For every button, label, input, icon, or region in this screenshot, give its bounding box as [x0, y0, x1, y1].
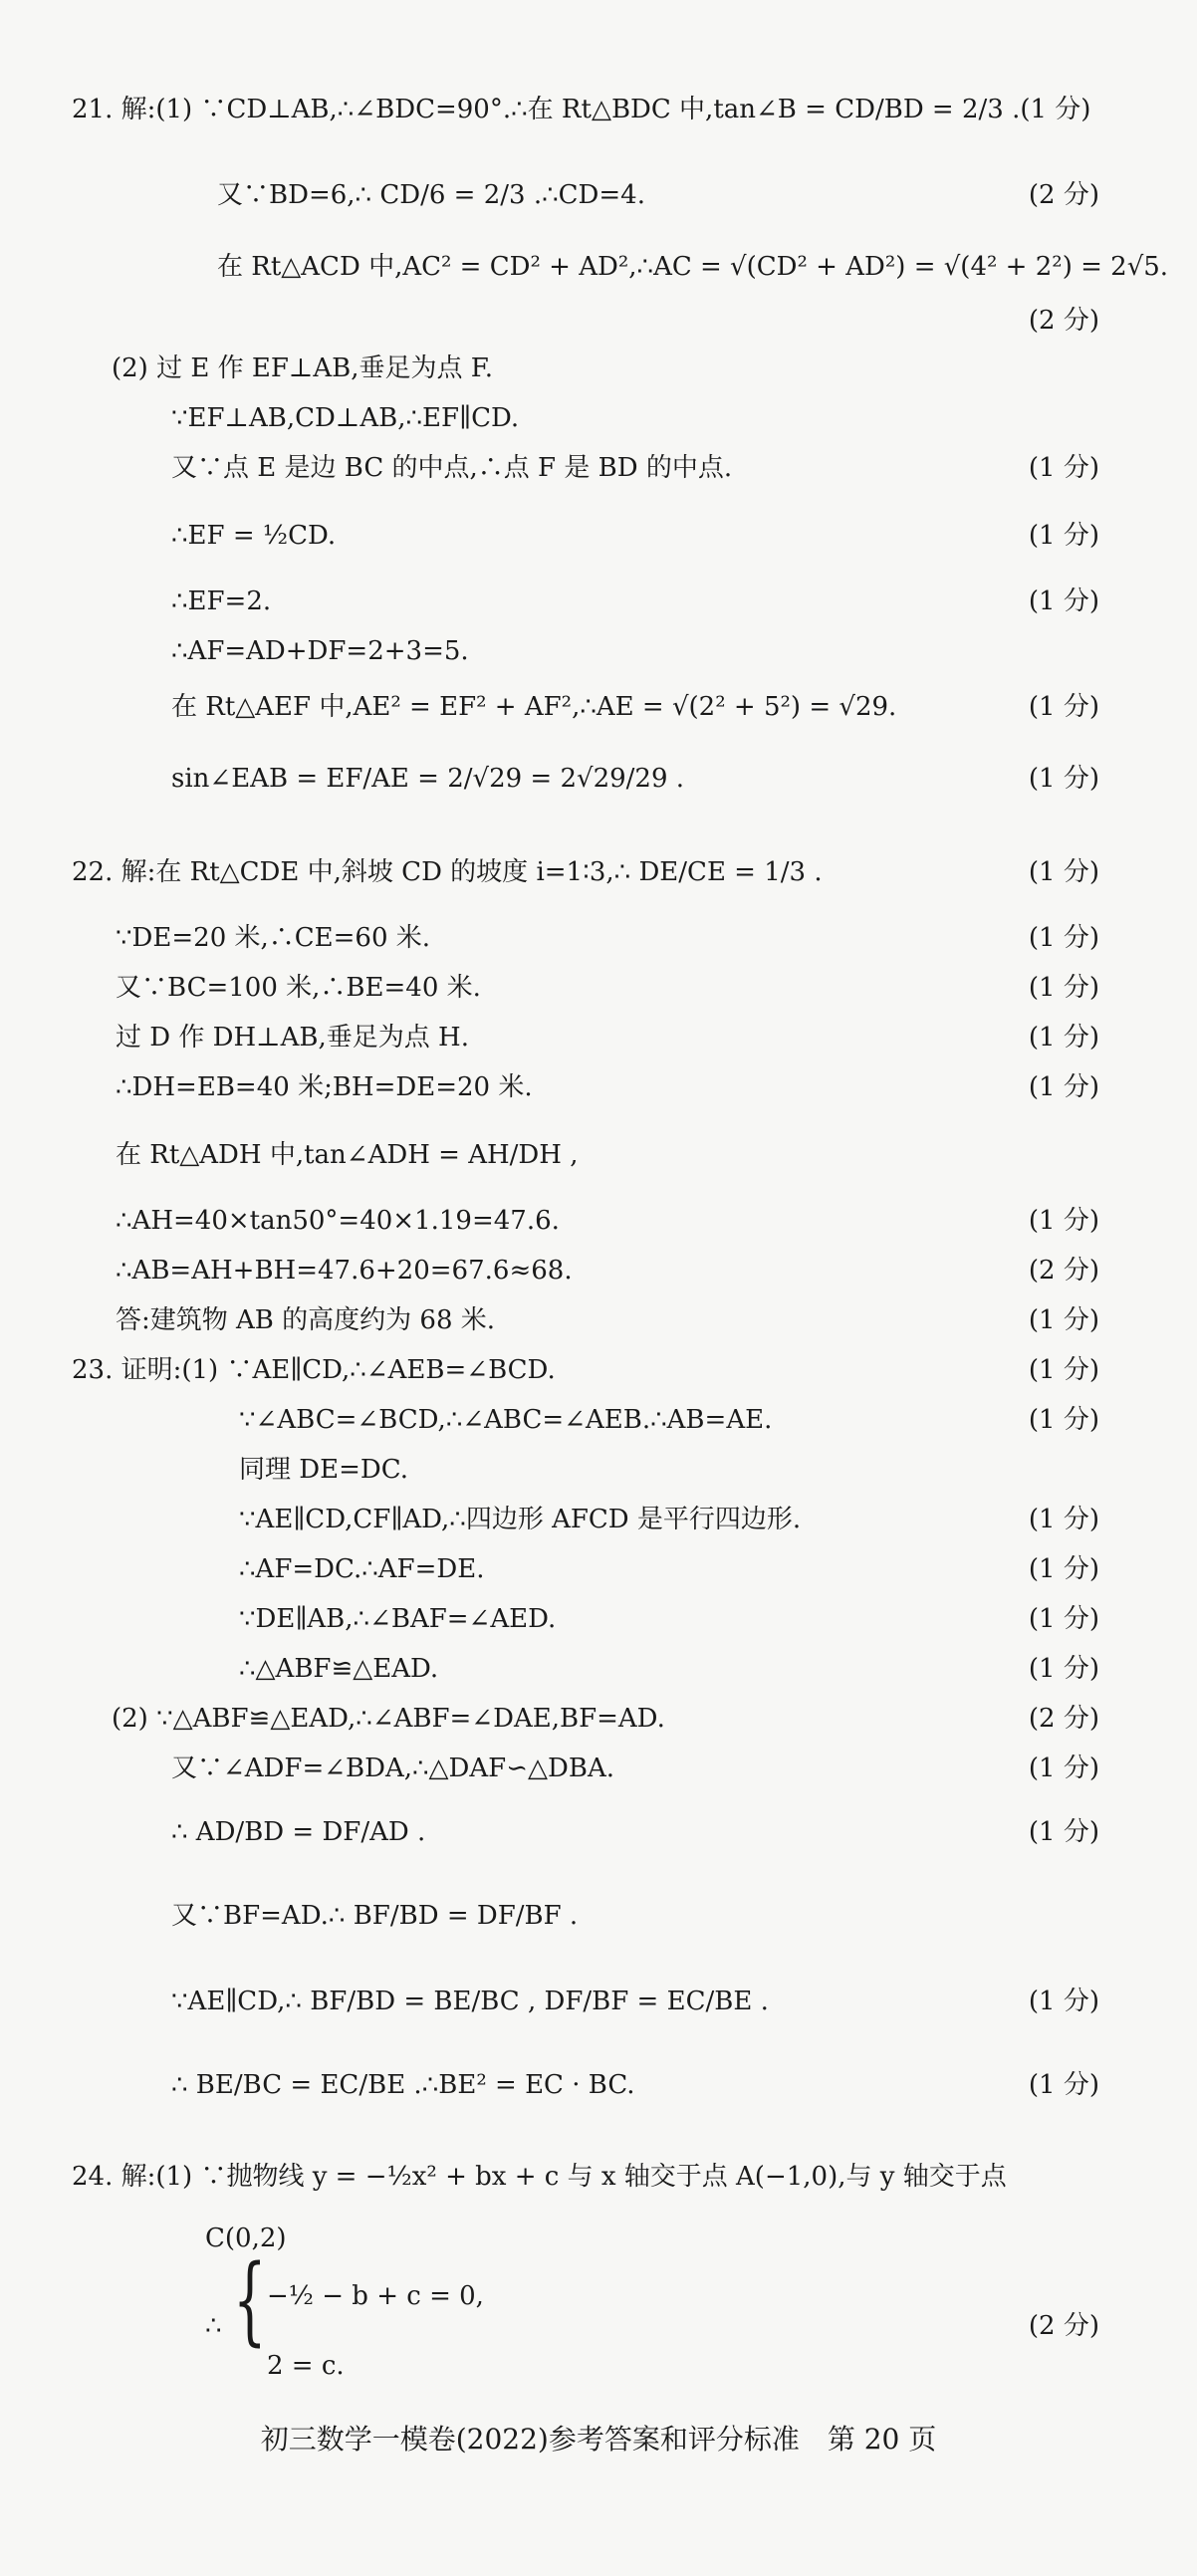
score-q23-line-2: (1 分)	[1028, 1405, 1099, 1435]
q21-line-1: 21. 解:(1) ∵CD⊥AB,∴∠BDC=90°.∴在 Rt△BDC 中,tan∠B = CD/BD = 2/3 .(1 分)	[72, 95, 1091, 124]
score-q24-system: (2 分)	[1028, 2311, 1099, 2341]
q23-line-1: 23. 证明:(1) ∵AE∥CD,∴∠AEB=∠BCD.	[72, 1355, 556, 1385]
score-q21-part2-line-7: (1 分)	[1028, 692, 1099, 722]
q23-line-3: 同理 DE=DC.	[239, 1455, 408, 1485]
score-q23-line-6: (1 分)	[1028, 1604, 1099, 1634]
score-q21-part2-line-3: (1 分)	[1028, 453, 1099, 483]
q23-line-7: ∴△ABF≌△EAD.	[239, 1654, 439, 1684]
q23-part2-line-2: 又∵∠ADF=∠BDA,∴△DAF∽△DBA.	[171, 1754, 614, 1783]
q21-part2-line-2: ∵EF⊥AB,CD⊥AB,∴EF∥CD.	[171, 403, 520, 433]
score-q23-line-7: (1 分)	[1028, 1654, 1099, 1684]
q22-line-2: ∵DE=20 米,∴CE=60 米.	[116, 923, 431, 953]
q23-line-5: ∴AF=DC.∴AF=DE.	[239, 1554, 485, 1584]
q23-line-4: ∵AE∥CD,CF∥AD,∴四边形 AFCD 是平行四边形.	[239, 1505, 802, 1534]
q23-line-6: ∵DE∥AB,∴∠BAF=∠AED.	[239, 1604, 557, 1634]
q21-part2-line-1: (2) 过 E 作 EF⊥AB,垂足为点 F.	[112, 353, 494, 383]
q21-part2-line-8: sin∠EAB = EF/AE = 2/√29 = 2√29/29 .	[171, 764, 685, 794]
score-q22-line-7: (1 分)	[1028, 1206, 1099, 1236]
q22-line-6: 在 Rt△ADH 中,tan∠ADH = AH/DH ,	[116, 1140, 579, 1170]
q21-part2-line-6: ∴AF=AD+DF=2+3=5.	[171, 636, 469, 666]
score-q23-line-4: (1 分)	[1028, 1505, 1099, 1534]
score-q21-part2-line-8: (1 分)	[1028, 764, 1099, 794]
q24-system-label: ∴	[205, 2311, 222, 2341]
score-q21-part2-line-4: (1 分)	[1028, 521, 1099, 551]
score-q22-line-2: (1 分)	[1028, 923, 1099, 953]
score-q21-line-2: (2 分)	[1028, 180, 1099, 210]
q22-line-4: 过 D 作 DH⊥AB,垂足为点 H.	[116, 1023, 469, 1053]
q21-line-3: 在 Rt△ACD 中,AC² = CD² + AD²,∴AC = √(CD² + AD²) = √(4² + 2²) = 2√5.	[217, 252, 1169, 282]
score-q22-line-3: (1 分)	[1028, 973, 1099, 1003]
score-q23-part2-line-2: (1 分)	[1028, 1754, 1099, 1783]
q21-part2-line-5: ∴EF=2.	[171, 586, 272, 616]
page-footer: 初三数学一模卷(2022)参考答案和评分标准 第 20 页	[260, 2423, 937, 2456]
q24-line-2: C(0,2)	[205, 2224, 287, 2253]
q22-line-8: ∴AB=AH+BH=47.6+20=67.6≈68.	[116, 1256, 573, 1286]
score-q23-line-1: (1 分)	[1028, 1355, 1099, 1385]
q21-line-2: 又∵BD=6,∴ CD/6 = 2/3 .∴CD=4.	[217, 180, 645, 210]
score-q22-line-5: (1 分)	[1028, 1072, 1099, 1102]
q21-part2-line-4: ∴EF = ½CD.	[171, 521, 337, 551]
q22-answer: 答:建筑物 AB 的高度约为 68 米.	[116, 1305, 496, 1335]
score-q22-line-1: (1 分)	[1028, 857, 1099, 887]
score-q23-part2-line-6: (1 分)	[1028, 2070, 1099, 2100]
score-q23-line-5: (1 分)	[1028, 1554, 1099, 1584]
q23-part2-line-5: ∵AE∥CD,∴ BF/BD = BE/BC , DF/BF = EC/BE .	[171, 1987, 769, 2016]
score-q22-line-8: (2 分)	[1028, 1256, 1099, 1286]
score-q23-part2-line-1: (2 分)	[1028, 1704, 1099, 1734]
q21-part2-line-3: 又∵点 E 是边 BC 的中点,∴点 F 是 BD 的中点.	[171, 453, 733, 483]
q24-line-1: 24. 解:(1) ∵抛物线 y = −½x² + bx + c 与 x 轴交于点 A(−1,0),与 y 轴交于点	[72, 2162, 1007, 2192]
q22-line-1: 22. 解:在 Rt△CDE 中,斜坡 CD 的坡度 i=1∶3,∴ DE/CE = 1/3 .	[72, 857, 823, 887]
left-brace-icon: {	[233, 2244, 267, 2356]
q21-part2-line-7: 在 Rt△AEF 中,AE² = EF² + AF²,∴AE = √(2² + 5²) = √29.	[171, 692, 897, 722]
score-q23-part2-line-5: (1 分)	[1028, 1987, 1099, 2016]
score-q22-answer: (1 分)	[1028, 1305, 1099, 1335]
score-q23-part2-line-3: (1 分)	[1028, 1817, 1099, 1847]
q22-line-7: ∴AH=40×tan50°=40×1.19=47.6.	[116, 1206, 560, 1236]
score-q22-line-4: (1 分)	[1028, 1023, 1099, 1053]
q24-system-eq2: 2 = c.	[267, 2351, 345, 2381]
q22-line-5: ∴DH=EB=40 米;BH=DE=20 米.	[116, 1072, 533, 1102]
q24-system-eq1: −½ − b + c = 0,	[267, 2281, 484, 2311]
q23-line-2: ∵∠ABC=∠BCD,∴∠ABC=∠AEB.∴AB=AE.	[239, 1405, 773, 1435]
q23-part2-line-6: ∴ BE/BC = EC/BE .∴BE² = EC · BC.	[171, 2070, 635, 2100]
q23-part2-line-3: ∴ AD/BD = DF/AD .	[171, 1817, 426, 1847]
q22-line-3: 又∵BC=100 米,∴BE=40 米.	[116, 973, 481, 1003]
score-q21-part2-line-5: (1 分)	[1028, 586, 1099, 616]
score-q21-line-3: (2 分)	[1028, 306, 1099, 336]
q23-part2-line-4: 又∵BF=AD.∴ BF/BD = DF/BF .	[171, 1901, 579, 1931]
q23-part2-line-1: (2) ∵△ABF≌△EAD,∴∠ABF=∠DAE,BF=AD.	[112, 1704, 665, 1734]
